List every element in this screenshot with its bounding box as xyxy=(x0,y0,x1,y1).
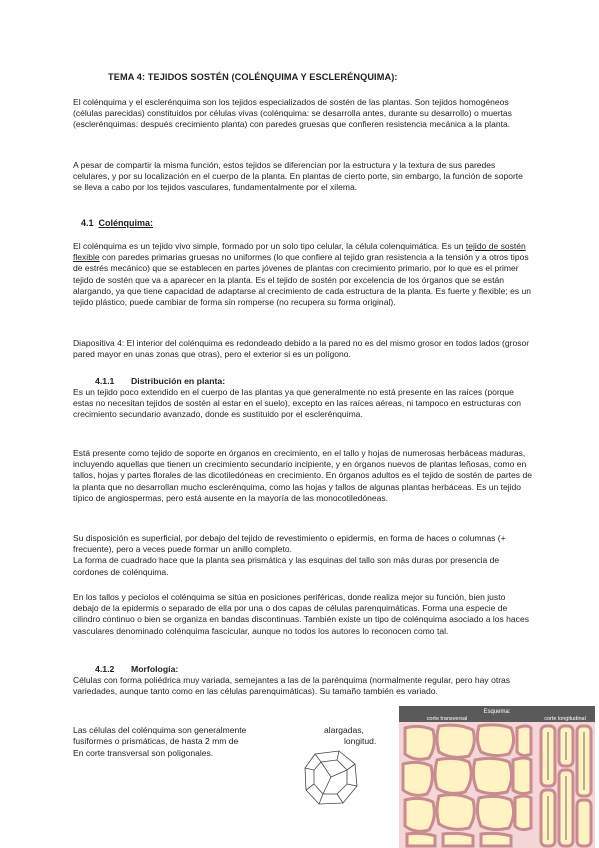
morphology-line-1b: alargadas, xyxy=(324,725,364,735)
page-title: TEMA 4: TEJIDOS SOSTÉN (COLÉNQUIMA Y ESCLERÉNQUIMA): xyxy=(108,72,398,82)
intro-paragraph-2: A pesar de compartir la misma función, estos tejidos se diferencian por la estructura y la textura de sus paredes celulares, y por su localización en el cuerpo de la planta. En plantas de cierto porte, sin embargo, la función de soporte se lleva a cabo por los tejidos vasculares, fundamentalmente por el xilema. xyxy=(73,160,523,193)
section-heading-4-1: 4.1 Colénquima: xyxy=(81,218,154,228)
polyhedral-cell-illustration xyxy=(301,748,361,808)
section-heading-4-1-1: 4.1.1 Distribución en planta: xyxy=(95,376,226,386)
morphology-line-1a: Las células del colénquima son generalmente xyxy=(73,725,247,735)
colenquima-paragraph-2: Diapositiva 4: El interior del colénquima es redondeado debido a la pared no es del mismo grosor en todos lados (grosor pared mayor en unas zonas que otras), pero el exterior si es un polígono. xyxy=(73,338,530,360)
schema-title: Esquema: xyxy=(483,709,511,715)
morphology-line-2b: longitud. xyxy=(344,736,377,746)
morphology-paragraph-1: Células con forma poliédrica muy variada, semejantes a las de la parénquima (normalmente regular, pero hay otras variedades, aunque tanto como en las células parenquimáticas). Su tamaño también es variado. xyxy=(73,675,511,697)
distribution-paragraph-4: En los tallos y peciolos el colénquima se sitúa en posiciones periféricas, donde realiza mejor su función, bien justo debajo de la epidermis o separado de ella por una o dos capas de células parenquimáticas. Forma una especie de cilindro continuo o bien se organiza en bandas discontinuas. También existe un tipo de colénquima asociado a los haces vasculares denominado colénquima fascicular, aunque no todos los autores lo reconocen como tal. xyxy=(73,592,529,636)
distribution-paragraph-2: Está presente como tejido de soporte en órganos en crecimiento, en el tallo y hojas de numerosas herbáceas maduras, incluyendo aquellas que tienen un crecimiento secundario incipiente, y en órganos nuevos de plantas leñosas, como en tallos, hojas y partes florales de las dicotiledóneas en crecimiento. En órganos adultos es el tejido de sostén de partes de la planta que no desarrollan mucho esclerénquima, como las hojas y tallos de algunas plantas herbáceas. Es un tejido típico de angiospermas, pero está ausente en la mayoría de las monocotiledóneas. xyxy=(73,448,532,503)
schema-label-transversal: corte transversal xyxy=(426,716,468,722)
flexible-tissue-link: tejido de sostén flexible xyxy=(73,241,526,263)
collenchyma-schema-figure xyxy=(399,706,595,848)
morphology-line-2a: fusiformes o prismáticas, de hasta 2 mm de xyxy=(73,736,239,746)
intro-paragraph-1: El colénquima y el esclerénquima son los tejidos especializados de sostén de las plantas. Son tejidos homogéneos (células parecidas) constituidos por células vivas (colénquima: se desarrolla antes, durante su desarrollo) o muertas (esclerénquimas: después crecimiento planta) con paredes gruesas que confieren resistencia mecánica a la planta. xyxy=(73,97,512,130)
distribution-paragraph-3: Su disposición es superficial, por debajo del tejido de revestimiento o epidermis, en forma de haces o columnas (+ frecuente), pero a veces puede formar un anillo completo. La forma de cuadrado hace que la planta sea prismática y las esquinas del tallo son más duras por presencia de cordones de colénquima. xyxy=(73,533,506,577)
schema-label-longitudinal: corte longitudinal xyxy=(544,716,586,722)
morphology-line-3: En corte transversal son poligonales. xyxy=(73,748,214,758)
distribution-paragraph-1: Es un tejido poco extendido en el cuerpo de las plantas ya que generalmente no está presente en las raíces (porque estas no necesitan tejidos de sostén al estar en el suelo), excepto en las raíces aéreas, ni tampoco en estructuras con crecimiento secundario avanzado, donde es sustituido por el esclerénquima. xyxy=(73,387,522,420)
colenquima-paragraph-1: El colénquima es un tejido vivo simple, formado por un solo tipo celular, la célula colenquimática. Es un tejido de sostén flexible con paredes primarias gruesas no uniformes (lo que confiere al tejido gran resistencia a la tensión y a otros tipos de estrés mecánico) que se establecen en partes jóvenes de plantas con crecimiento primario, por lo que es el primer tejido de sostén que va a aparecer en la planta. Es el tejido de sostén por excelencia de los órganos que se están alargando, ya que tiene capacidad de adaptarse al crecimiento de cada estructura de la planta. Es fuerte y flexible; es un tejido plástico, puede cambiar de forma sin romperse (no recupera su forma original). xyxy=(73,241,532,308)
section-heading-4-1-2: 4.1.2 Morfología: xyxy=(95,664,179,674)
